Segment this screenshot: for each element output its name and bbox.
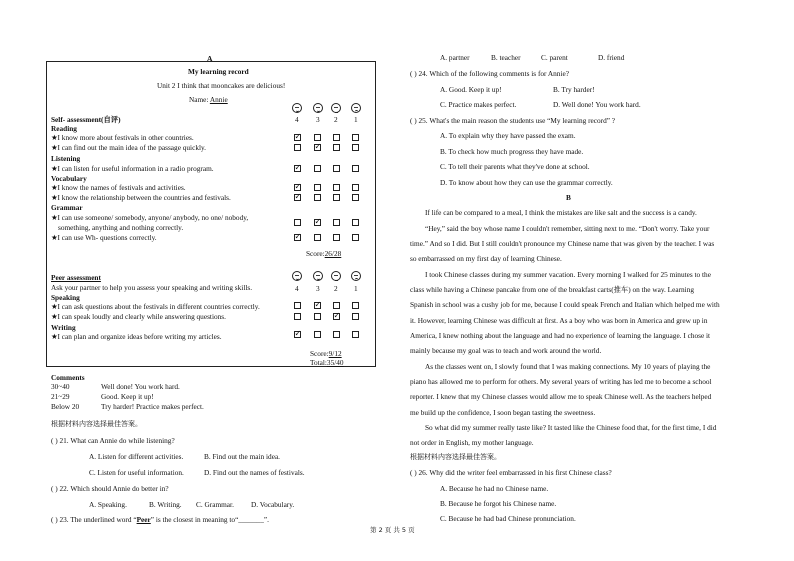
vocab-item-1: ★I know the names of festivals and activities. <box>51 183 186 192</box>
reading-heading: Reading <box>51 124 77 133</box>
checkbox[interactable] <box>333 184 340 191</box>
grammar-item-1b: something, anything and nothing correctly. <box>58 223 184 232</box>
listening-item-1: ★I can listen for useful information in a radio program. <box>51 164 214 173</box>
sad-face-icon <box>351 271 361 281</box>
peer-assessment-heading: Peer assessment <box>51 273 101 282</box>
total-value: 35/40 <box>326 358 344 367</box>
passage-line: I took Chinese classes during my summer vacation. Every morning I walked for 25 minutes to the <box>425 270 711 279</box>
self-assessment-heading: Self- assessment(自评) <box>51 115 121 124</box>
q24-option-a[interactable]: A. Good. Keep it up! <box>440 85 502 94</box>
checkbox[interactable] <box>352 144 359 151</box>
checkbox[interactable] <box>333 313 340 320</box>
grammar-item-1a: ★I can use someone/ somebody, anyone/ anybody, no one/ nobody, <box>51 213 249 222</box>
q23-suffix: ” is the closest in meaning to“_______”. <box>150 515 269 524</box>
checkbox[interactable] <box>352 165 359 172</box>
comment-range-3: Below 20 <box>51 402 80 411</box>
checkbox[interactable] <box>314 331 321 338</box>
passage-line: So what did my summer really taste like? It tasted like the Chinese food that, for the first time, I did <box>425 423 717 432</box>
instruction-left: 根据材料内容选择最佳答案。 <box>51 420 142 428</box>
passage-line: reporter. I knew that my Chinese classes would allow me to speak Chinese well. As the teachers helped <box>410 392 712 401</box>
q22-option-b[interactable]: B. Writing. <box>149 500 182 509</box>
checkbox[interactable] <box>294 165 301 172</box>
passage-line: time.” And so I did. But I still couldn't pronounce my Chinese name that was given by the teacher. I was <box>410 239 715 248</box>
speaking-heading: Speaking <box>51 293 80 302</box>
vocabulary-heading: Vocabulary <box>51 174 87 183</box>
checkbox[interactable] <box>294 219 301 226</box>
score-label: Score: <box>310 349 329 358</box>
q21-option-d[interactable]: D. Find out the names of festivals. <box>204 468 305 477</box>
q25-option-d[interactable]: D. To know about how they can use the grammar correctly. <box>440 178 613 187</box>
checkbox[interactable] <box>294 144 301 151</box>
section-a-label: A <box>207 54 213 63</box>
score-col-4: 4 <box>295 284 299 293</box>
checkbox[interactable] <box>352 313 359 320</box>
checkbox[interactable] <box>314 134 321 141</box>
checkbox[interactable] <box>352 194 359 201</box>
smile-icon <box>292 103 302 113</box>
grammar-item-2: ★I can use Wh- questions correctly. <box>51 233 157 242</box>
vocab-item-2: ★I know the relationship between the countries and festivals. <box>51 193 231 202</box>
peer-score <box>310 349 342 358</box>
smile-icon <box>292 271 302 281</box>
name-label: Name: <box>189 95 209 104</box>
passage-line: As the classes went on, I slowly found that I was making connections. My 10 years of playing the <box>425 362 711 371</box>
checkbox[interactable] <box>294 313 301 320</box>
checkbox[interactable] <box>314 302 321 309</box>
checkbox[interactable] <box>333 302 340 309</box>
comment-text-3: Try harder! Practice makes perfect. <box>101 402 204 411</box>
reading-item-1: ★I know more about festivals in other countries. <box>51 133 194 142</box>
q22-option-d[interactable]: D. Vocabulary. <box>251 500 295 509</box>
comment-range-2: 21~29 <box>51 392 70 401</box>
checkbox[interactable] <box>352 234 359 241</box>
checkbox[interactable] <box>352 331 359 338</box>
checkbox[interactable] <box>352 302 359 309</box>
section-b-label: B <box>566 193 571 202</box>
q22-option-a[interactable]: A. Speaking. <box>89 500 127 509</box>
speaking-item-2: ★I can speak loudly and clearly while answering questions. <box>51 312 226 321</box>
writing-heading: Writing <box>51 323 76 332</box>
q21-option-b[interactable]: B. Find out the main idea. <box>204 452 281 461</box>
comment-range-1: 30~40 <box>51 382 70 391</box>
listening-heading: Listening <box>51 154 81 163</box>
checkbox[interactable] <box>333 234 340 241</box>
checkbox[interactable] <box>352 134 359 141</box>
q23-option-c[interactable]: C. parent <box>541 53 568 62</box>
q23-prefix: ( ) 23. The underlined word “ <box>51 515 137 524</box>
score-value: 26/28 <box>324 249 342 258</box>
sad-face-icon <box>351 103 361 113</box>
q23-option-b[interactable]: B. teacher <box>491 53 521 62</box>
q26-option-b[interactable]: B. Because he forgot his Chinese name. <box>440 499 557 508</box>
checkbox[interactable] <box>314 165 321 172</box>
comments-heading: Comments <box>51 373 85 382</box>
grammar-heading: Grammar <box>51 203 83 212</box>
q24-option-c[interactable]: C. Practice makes perfect. <box>440 100 517 109</box>
score-col-3: 3 <box>316 284 320 293</box>
checkbox[interactable] <box>294 134 301 141</box>
checkbox[interactable] <box>333 134 340 141</box>
passage-line: not order in English, my mother language. <box>410 438 534 447</box>
neutral-face-icon <box>331 103 341 113</box>
checkbox[interactable] <box>294 302 301 309</box>
checkbox[interactable] <box>333 144 340 151</box>
question-26: ( ) 26. Why did the writer feel embarrassed in his first Chinese class? <box>410 468 612 477</box>
q25-option-b[interactable]: B. To check how much progress they have made. <box>440 147 584 156</box>
score-col-1: 1 <box>354 115 358 124</box>
passage-line: piano has allowed me to perform for others. My several years of writing has led me to become a school <box>410 377 712 386</box>
total-label: Total: <box>310 358 327 367</box>
peer-intro: Ask your partner to help you assess your speaking and writing skills. <box>51 283 253 292</box>
checkbox[interactable] <box>314 144 321 151</box>
checkbox[interactable] <box>333 331 340 338</box>
checkbox[interactable] <box>294 194 301 201</box>
score-col-2: 2 <box>334 284 338 293</box>
passage-line: me build up the confidence, I soon began tasting the sweetness. <box>410 408 596 417</box>
checkbox[interactable] <box>294 331 301 338</box>
checkbox[interactable] <box>314 184 321 191</box>
checkbox[interactable] <box>314 313 321 320</box>
q25-option-c[interactable]: C. To tell their parents what they've done at school. <box>440 162 590 171</box>
score-col-2: 2 <box>334 115 338 124</box>
passage-line: America, I knew nothing about the language and had no experience of learning the language. I chose it <box>410 331 711 340</box>
question-24: ( ) 24. Which of the following comments is for Annie? <box>410 69 569 78</box>
checkbox[interactable] <box>314 234 321 241</box>
smile-icon <box>313 271 323 281</box>
q24-option-b[interactable]: B. Try harder! <box>553 85 595 94</box>
passage-line: it. However, learning Chinese was difficult at first. As a boy who was born in America and grew up in <box>410 316 708 325</box>
score-value: 9/12 <box>328 349 342 358</box>
record-unit: Unit 2 I think that mooncakes are delicious! <box>157 81 286 90</box>
q26-option-c[interactable]: C. Because he had bad Chinese pronunciation. <box>440 514 576 523</box>
q23-option-a[interactable]: A. partner <box>440 53 470 62</box>
checkbox[interactable] <box>314 219 321 226</box>
instruction-right: 根据材料内容选择最佳答案。 <box>410 453 501 461</box>
passage-line: If life can be compared to a meal, I think the mistakes are like salt and the success is a candy. <box>425 208 697 217</box>
record-name <box>189 95 228 104</box>
q23-option-d[interactable]: D. friend <box>598 53 625 62</box>
score-label: Score: <box>306 249 325 258</box>
checkbox[interactable] <box>352 219 359 226</box>
record-title: My learning record <box>188 67 249 76</box>
q26-option-a[interactable]: A. Because he had no Chinese name. <box>440 484 549 493</box>
comment-text-2: Good. Keep it up! <box>101 392 154 401</box>
score-col-4: 4 <box>295 115 299 124</box>
score-col-1: 1 <box>354 284 358 293</box>
comment-text-1: Well done! You work hard. <box>101 382 180 391</box>
checkbox[interactable] <box>333 165 340 172</box>
q23-word: Peer <box>136 515 151 524</box>
passage-line: Spanish in school was a cushy job for me, because I could speak French and Italian which helped me with <box>410 300 720 309</box>
passage-line: mainly because my goal was to teach and work around the world. <box>410 346 602 355</box>
question-21: ( ) 21. What can Annie do while listening? <box>51 436 175 445</box>
writing-item-1: ★I can plan and organize ideas before writing my articles. <box>51 332 222 341</box>
total-score <box>310 358 344 367</box>
checkbox[interactable] <box>352 184 359 191</box>
question-22: ( ) 22. Which should Annie do better in? <box>51 484 169 493</box>
passage-line: “Hey,” said the boy whose name I couldn't remember, sitting next to me. “Don't worry. Take your <box>425 224 710 233</box>
name-value: Annie <box>209 95 228 104</box>
checkbox[interactable] <box>333 219 340 226</box>
checkbox[interactable] <box>294 184 301 191</box>
checkbox[interactable] <box>333 194 340 201</box>
passage-line: class while having a Chinese pancake from one of the breakfast carts(推车) on the way. Learning <box>410 285 695 294</box>
question-25: ( ) 25. What's the main reason the students use “My learning record” ? <box>410 116 616 125</box>
self-score <box>306 249 341 258</box>
checkbox[interactable] <box>294 234 301 241</box>
passage-line: so embarrassed on my first day of learning Chinese. <box>410 254 562 263</box>
q25-option-a[interactable]: A. To explain why they have passed the exam. <box>440 131 576 140</box>
smile-icon <box>313 103 323 113</box>
q24-option-d[interactable]: D. Well done! You work hard. <box>553 100 641 109</box>
q22-option-c[interactable]: C. Grammar. <box>196 500 234 509</box>
reading-item-2: ★I can find out the main idea of the passage quickly. <box>51 143 206 152</box>
q21-option-c[interactable]: C. Listen for useful information. <box>89 468 184 477</box>
score-col-3: 3 <box>316 115 320 124</box>
speaking-item-1: ★I can ask questions about the festivals in different countries correctly. <box>51 302 260 311</box>
question-23 <box>51 515 269 524</box>
neutral-face-icon <box>331 271 341 281</box>
page-footer: 第 2 页 共 5 页 <box>370 526 415 534</box>
checkbox[interactable] <box>314 194 321 201</box>
q21-option-a[interactable]: A. Listen for different activities. <box>89 452 184 461</box>
